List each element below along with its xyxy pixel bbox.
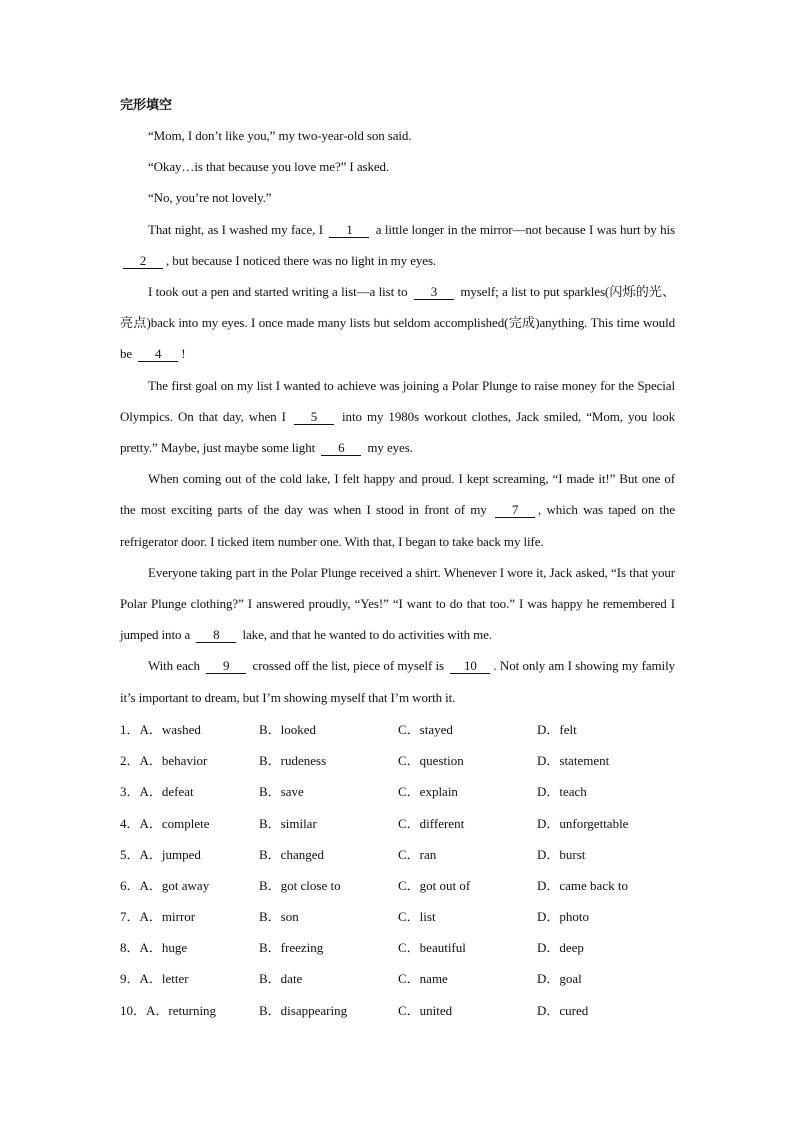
question-row bbox=[120, 775, 675, 806]
option-b bbox=[259, 875, 398, 894]
option-text: B．disappearing bbox=[259, 1002, 348, 1018]
option-b bbox=[259, 813, 398, 832]
answer-blank: 3 bbox=[414, 284, 454, 300]
answer-blank: 9 bbox=[206, 658, 246, 674]
option-text: C．name bbox=[398, 971, 448, 987]
option-d bbox=[537, 1000, 675, 1019]
option-text: A．defeat bbox=[139, 784, 194, 800]
option-c bbox=[398, 781, 537, 800]
option-text: C．question bbox=[398, 753, 464, 769]
option-text: B．save bbox=[259, 784, 304, 800]
option-text: D．felt bbox=[537, 721, 577, 737]
option-b bbox=[259, 781, 398, 800]
option-d bbox=[537, 844, 675, 863]
option-d bbox=[537, 781, 675, 800]
question-number: 10． bbox=[120, 1002, 147, 1018]
passage-paragraph bbox=[120, 276, 675, 370]
option-text: A．complete bbox=[139, 815, 210, 831]
passage-text: “Mom, I don’t like you,” my two-year-old son said. bbox=[148, 128, 412, 143]
passage-text: . Not only am I showing my family it’s important to dream, but I’m showing myself that I’m worth it. bbox=[120, 658, 675, 705]
option-text: B．similar bbox=[259, 815, 317, 831]
answer-blank: 1 bbox=[329, 222, 369, 238]
option-text: C．list bbox=[398, 909, 436, 925]
option-text: D．cured bbox=[537, 1002, 589, 1018]
option-b bbox=[259, 968, 398, 987]
passage-text: a little longer in the mirror—not because I was hurt by his bbox=[372, 221, 675, 237]
option-text: D．unforgettable bbox=[537, 815, 629, 831]
passage-text: , which was taped on the refrigerator door. I ticked item number one. With that, I began to take back my life. bbox=[120, 502, 676, 549]
question-options bbox=[120, 713, 675, 1025]
option-a bbox=[120, 750, 259, 769]
passage-text: The first goal on my list I wanted to achieve was joining a Polar Plunge to raise money for the Special Olympics. On that day, when I bbox=[120, 377, 675, 424]
option-d bbox=[537, 875, 675, 894]
passage-text: I took out a pen and started writing a list—a list to bbox=[148, 284, 411, 300]
option-a bbox=[120, 875, 259, 894]
passage-text: “Okay…is that because you love me?” I asked. bbox=[148, 159, 390, 175]
option-c bbox=[398, 937, 537, 956]
question-number: 4． bbox=[120, 815, 140, 831]
option-a bbox=[120, 813, 259, 832]
question-number: 3． bbox=[120, 784, 140, 800]
option-text: D．deep bbox=[537, 940, 584, 956]
option-text: A．got away bbox=[139, 877, 210, 893]
option-text: A．returning bbox=[146, 1002, 217, 1018]
passage-paragraph bbox=[120, 151, 675, 182]
question-number: 6． bbox=[120, 877, 140, 893]
option-text: B．got close to bbox=[259, 877, 341, 893]
option-a bbox=[120, 906, 259, 925]
passage-text: , but because I noticed there was no light in my eyes. bbox=[166, 252, 437, 268]
option-text: C．different bbox=[398, 815, 465, 831]
passage-paragraph bbox=[120, 370, 675, 464]
answer-blank: 4 bbox=[138, 346, 178, 362]
option-text: B．son bbox=[259, 909, 299, 925]
option-b bbox=[259, 906, 398, 925]
passage-paragraph bbox=[120, 557, 675, 651]
question-row bbox=[120, 962, 675, 993]
option-text: D．statement bbox=[537, 753, 610, 769]
passage-text: ! bbox=[181, 346, 186, 362]
option-b bbox=[259, 719, 398, 738]
document-page bbox=[120, 96, 675, 1025]
option-c bbox=[398, 719, 537, 738]
option-a bbox=[120, 844, 259, 863]
question-row bbox=[120, 869, 675, 900]
option-text: B．date bbox=[259, 971, 303, 987]
option-c bbox=[398, 844, 537, 863]
option-text: A．mirror bbox=[139, 909, 196, 925]
answer-blank: 2 bbox=[123, 253, 163, 269]
passage bbox=[120, 120, 675, 713]
option-d bbox=[537, 968, 675, 987]
question-number: 7． bbox=[120, 909, 140, 925]
question-row bbox=[120, 931, 675, 962]
passage-text: crossed off the list, piece of myself is bbox=[249, 658, 448, 674]
answer-blank: 10 bbox=[450, 658, 490, 674]
option-c bbox=[398, 1000, 537, 1019]
passage-paragraph bbox=[120, 463, 675, 557]
option-text: D．burst bbox=[537, 846, 586, 862]
option-text: D．teach bbox=[537, 784, 587, 800]
answer-blank: 8 bbox=[196, 627, 236, 643]
passage-paragraph bbox=[120, 214, 675, 276]
question-number: 9． bbox=[120, 971, 140, 987]
option-c bbox=[398, 750, 537, 769]
option-c bbox=[398, 906, 537, 925]
passage-text: That night, as I washed my face, I bbox=[148, 221, 327, 237]
question-row bbox=[120, 713, 675, 744]
option-c bbox=[398, 968, 537, 987]
option-b bbox=[259, 937, 398, 956]
question-row bbox=[120, 806, 675, 837]
question-number: 1． bbox=[120, 721, 140, 737]
option-text: C．explain bbox=[398, 784, 458, 800]
option-c bbox=[398, 813, 537, 832]
option-a bbox=[120, 937, 259, 956]
option-b bbox=[259, 844, 398, 863]
section-title: 完形填空 bbox=[120, 98, 173, 113]
passage-text: Everyone taking part in the Polar Plunge received a shirt. Whenever I wore it, Jack asked, “Is that your Polar Plunge clothing?” I answered proudly, “Yes!” “I want to do that too.” I was happy he remembered I jumped into a bbox=[120, 564, 675, 643]
option-a bbox=[120, 719, 259, 738]
option-d bbox=[537, 719, 675, 738]
passage-text: “No, you’re not lovely.” bbox=[148, 190, 272, 206]
option-text: A．letter bbox=[139, 971, 189, 987]
option-text: B．freezing bbox=[259, 940, 324, 956]
passage-text: When coming out of the cold lake, I felt happy and proud. I kept screaming, “I made it!” But one of the most exciting parts of the day was when I stood in front of my bbox=[120, 471, 675, 518]
question-number: 8． bbox=[120, 940, 140, 956]
option-text: A．jumped bbox=[139, 846, 201, 862]
option-a bbox=[120, 968, 259, 987]
option-text: A．behavior bbox=[139, 753, 208, 769]
question-row bbox=[120, 838, 675, 869]
passage-paragraph bbox=[120, 650, 675, 712]
option-text: A．washed bbox=[139, 721, 201, 737]
passage-text: With each bbox=[148, 658, 204, 674]
option-text: C．united bbox=[398, 1002, 453, 1018]
answer-blank: 7 bbox=[495, 502, 535, 518]
option-b bbox=[259, 1000, 398, 1019]
option-text: D．photo bbox=[537, 909, 590, 925]
question-number: 2． bbox=[120, 753, 140, 769]
passage-paragraph bbox=[120, 182, 675, 213]
option-text: D．goal bbox=[537, 971, 582, 987]
option-d bbox=[537, 937, 675, 956]
passage-paragraph bbox=[120, 120, 675, 151]
question-row bbox=[120, 744, 675, 775]
option-text: B．changed bbox=[259, 846, 324, 862]
option-d bbox=[537, 750, 675, 769]
question-number: 5． bbox=[120, 846, 140, 862]
option-text: C．beautiful bbox=[398, 940, 466, 956]
option-text: C．stayed bbox=[398, 721, 453, 737]
passage-text: lake, and that he wanted to do activities with me. bbox=[239, 627, 493, 643]
question-row bbox=[120, 900, 675, 931]
passage-text: my eyes. bbox=[364, 440, 413, 456]
option-d bbox=[537, 813, 675, 832]
passage-text: into my 1980s workout clothes, Jack smiled, “Mom, you look pretty.” Maybe, just maybe some light bbox=[120, 408, 675, 456]
passage-text: myself; a list to put sparkles(闪烁的光、亮点)back into my eyes. I once made many lists but seldom accomplished(完成)anything. This time would be bbox=[120, 284, 675, 362]
option-a bbox=[120, 1000, 259, 1019]
option-b bbox=[259, 750, 398, 769]
question-row bbox=[120, 994, 675, 1025]
answer-blank: 6 bbox=[321, 440, 361, 456]
option-text: B．rudeness bbox=[259, 753, 327, 769]
option-text: B．looked bbox=[259, 721, 317, 737]
answer-blank: 5 bbox=[294, 409, 334, 425]
option-a bbox=[120, 781, 259, 800]
option-text: A．huge bbox=[139, 940, 188, 956]
option-d bbox=[537, 906, 675, 925]
option-text: D．came back to bbox=[537, 877, 628, 893]
option-text: C．got out of bbox=[398, 877, 471, 893]
option-c bbox=[398, 875, 537, 894]
option-text: C．ran bbox=[398, 846, 437, 862]
